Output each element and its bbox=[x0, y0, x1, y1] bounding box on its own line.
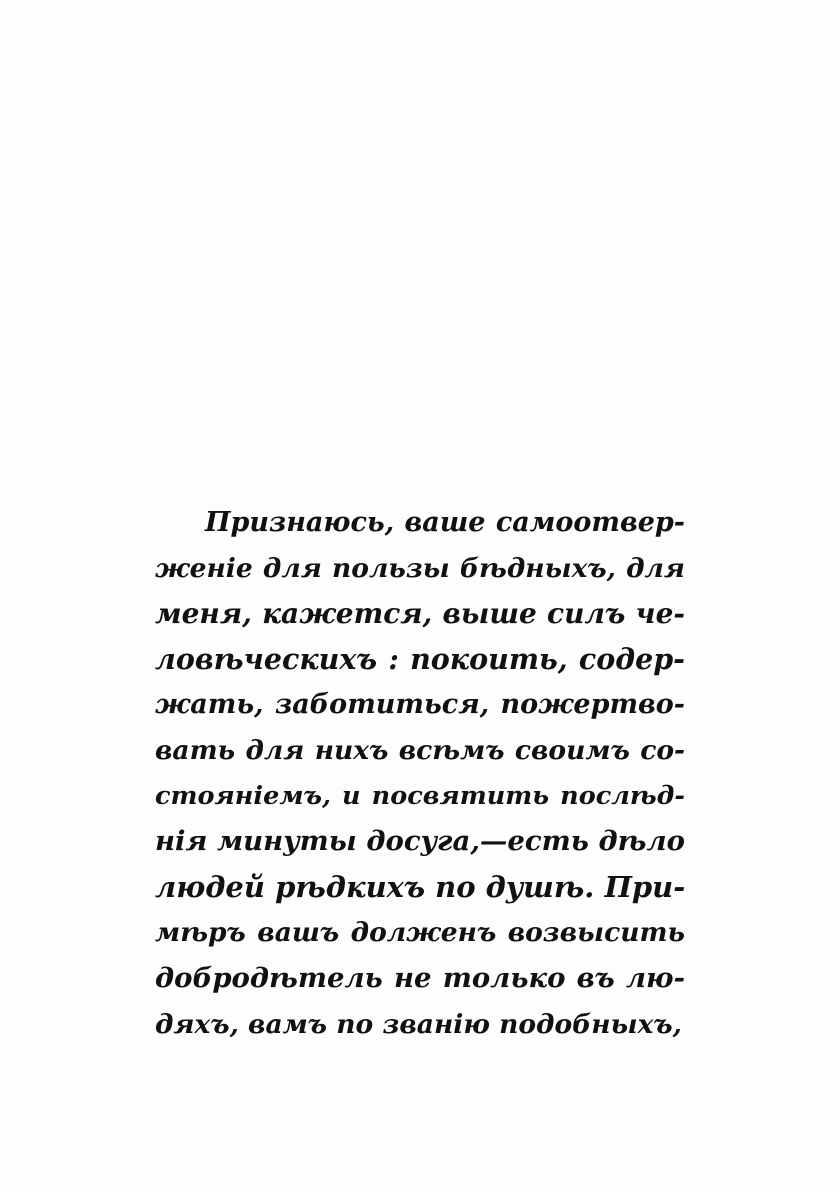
text-line-6: вать для нихъ всѣмъ своимъ со- bbox=[155, 734, 685, 766]
text-line-4: ловѣческихъ : покоить, содер- bbox=[155, 641, 685, 676]
body-paragraph bbox=[155, 500, 685, 1047]
text-line-12: дяхъ, вамъ по званiю подобныхъ, bbox=[155, 1008, 682, 1040]
text-line-7: стоянiемъ, и посвятить послѣд- bbox=[155, 780, 685, 811]
text-line-3: меня, кажется, выше силъ че- bbox=[155, 597, 685, 631]
text-line-11: добродѣтель не только въ лю- bbox=[155, 961, 685, 994]
text-line-10: мѣръ вашъ долженъ возвысить bbox=[155, 917, 685, 949]
text-line-1: Признаюсь, ваше самоотвер- bbox=[205, 507, 685, 538]
text-line-8: нiя минуты досуга,—есть дѣло bbox=[155, 825, 685, 858]
text-line-5: жать, заботиться, пожертво- bbox=[155, 689, 685, 721]
text-line-2: женiе для пользы бѣдныхъ, для bbox=[155, 552, 685, 584]
text-line-9: людей рѣдкихъ по душѣ. При- bbox=[155, 869, 686, 904]
